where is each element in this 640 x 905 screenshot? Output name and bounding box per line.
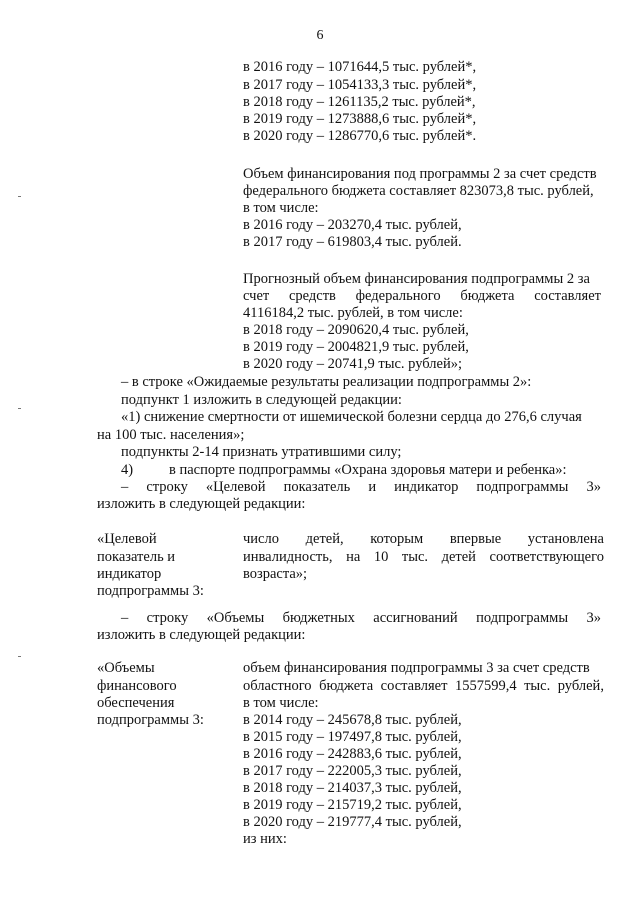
item-number: 4) [121,462,134,478]
amount-line-2018: в 2018 году – 2090620,4 тыс. рублей, [243,322,469,338]
table-label: «Объемы [97,660,155,676]
table-label: «Целевой [97,531,157,547]
amount-line-2014: в 2014 году – 245678,8 тыс. рублей, [243,712,462,728]
word: подпрограммы [476,610,569,626]
table-value: объем финансирования подпрограммы 3 за счет средств [243,660,590,676]
word: детей, [305,531,344,547]
table-value: возраста»; [243,566,308,582]
word: детей [441,549,476,565]
word: ассигнований [373,610,458,626]
table-label: показатель и [97,549,176,565]
table-value [243,549,604,566]
word: строку [146,610,189,626]
federal-funding-text: федерального бюджета составляет 823073,8 тыс. рублей, [243,183,594,199]
word: и [368,479,377,495]
word: тыс. [401,549,429,565]
amount-line-2020: в 2020 году – 20741,9 тыс. рублей»; [243,356,463,372]
word: соответствующего [489,549,604,565]
amendment-text [121,479,601,496]
word: 1557599,4 [454,678,517,694]
table-value [243,678,604,695]
word: средств [288,288,336,304]
amount-line-2018: в 2018 году – 214037,3 тыс. рублей, [243,780,462,796]
table-label: индикатор [97,566,162,582]
amount-line-2017: в 2017 году – 1054133,3 тыс. рублей*, [243,77,477,93]
amount-line-2015: в 2015 году – 197497,8 тыс. рублей, [243,729,462,745]
federal-funding-text: в том числе: [243,200,319,216]
table-label: подпрограммы 3: [97,583,204,599]
forecast-funding-text: Прогнозный объем финансирования подпрограммы 2 за [243,271,590,287]
word: составляет [380,678,448,694]
word: тыс. [524,678,551,694]
amendment-text: в паспорте подпрограммы «Охрана здоровья матери и ребенка»: [169,462,567,478]
amount-line-2017: в 2017 году – 222005,3 тыс. рублей, [243,763,462,779]
amount-line-2019: в 2019 году – 215719,2 тыс. рублей, [243,797,462,813]
word: инвалидность, [243,549,333,565]
forecast-funding-text [243,288,601,305]
word: показатель [283,479,351,495]
table-value [243,531,604,548]
word: «Целевой [205,479,266,495]
table-label: подпрограммы 3: [97,712,204,728]
margin-mark [18,408,21,409]
amount-line-2019: в 2019 году – 1273888,6 тыс. рублей*, [243,111,477,127]
word: индикатор [394,479,459,495]
amount-line-2017: в 2017 году – 619803,4 тыс. рублей. [243,234,462,250]
table-value: из них: [243,831,287,847]
amount-line-2020: в 2020 году – 219777,4 тыс. рублей, [243,814,462,830]
amount-line-2019: в 2019 году – 2004821,9 тыс. рублей, [243,339,469,355]
federal-funding-text: Объем финансирования под программы 2 за счет средств [243,166,597,182]
word: 3» [586,479,601,495]
amount-line-2020: в 2020 году – 1286770,6 тыс. рублей*. [243,128,477,144]
word: которым [370,531,424,547]
amendment-text: подпункт 1 изложить в следующей редакции: [121,392,402,408]
word: установлена [527,531,604,547]
word: бюджета [319,678,374,694]
amendment-text: изложить в следующей редакции: [97,627,306,643]
word: 3» [586,610,601,626]
forecast-funding-text: 4116184,2 тыс. рублей, в том числе: [243,305,463,321]
amount-line-2018: в 2018 году – 1261135,2 тыс. рублей*, [243,94,476,110]
amendment-text: – в строке «Ожидаемые результаты реализации подпрограммы 2»: [121,374,532,390]
word: бюджета [460,288,515,304]
amendment-text [121,610,601,627]
word: бюджетных [282,610,355,626]
word: впервые [449,531,502,547]
amount-line-2016: в 2016 году – 1071644,5 тыс. рублей*, [243,59,477,75]
amendment-text: изложить в следующей редакции: [97,496,306,512]
table-value: в том числе: [243,695,319,711]
amount-line-2016: в 2016 году – 203270,4 тыс. рублей, [243,217,462,233]
amendment-text: «1) снижение смертности от ишемической болезни сердца до 276,6 случая [121,409,582,425]
word: подпрограммы [476,479,569,495]
margin-mark [18,196,21,197]
amendment-text: подпункты 2-14 признать утратившими силу; [121,444,402,460]
word: – [121,610,129,626]
word: на [346,549,361,565]
word: 10 [373,549,389,565]
table-label: обеспечения [97,695,175,711]
amendment-text: на 100 тыс. населения»; [97,427,245,443]
word: федерального [355,288,441,304]
margin-mark [18,656,21,657]
word: областного [243,678,312,694]
word: число [243,531,279,547]
word: строку [146,479,188,495]
table-label: финансового [97,678,177,694]
word: «Объемы [206,610,265,626]
word: рублей, [557,678,604,694]
amount-line-2016: в 2016 году – 242883,6 тыс. рублей, [243,746,462,762]
word: составляет [534,288,601,304]
word: – [121,479,129,495]
page-number: 6 [316,28,324,43]
word: счет [243,288,270,304]
